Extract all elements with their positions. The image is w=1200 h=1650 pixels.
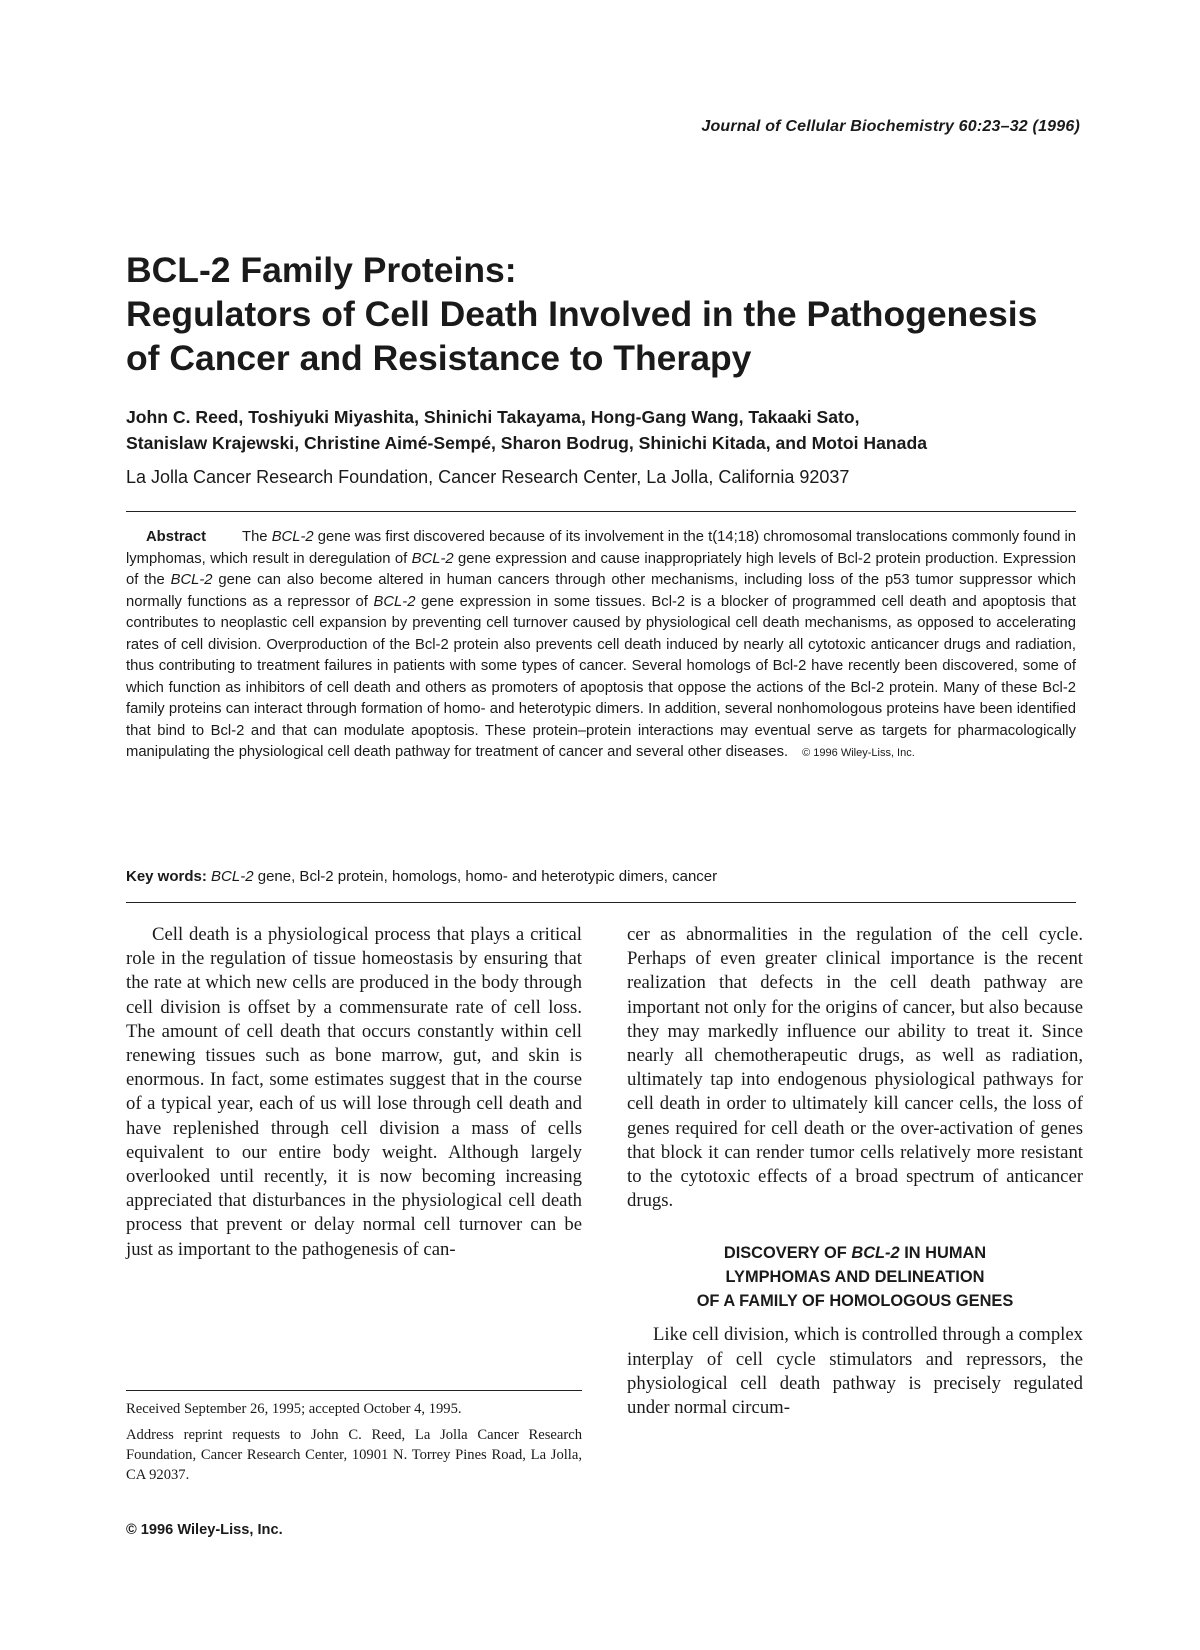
abstract-label: Abstract	[146, 529, 207, 545]
title-line-3: of Cancer and Resistance to Therapy	[126, 338, 752, 378]
authors-line-1: John C. Reed, Toshiyuki Miyashita, Shinichi Takayama, Hong-Gang Wang, Takaaki Sato,	[126, 407, 860, 427]
address-note: Address reprint requests to John C. Reed, La Jolla Cancer Research Foundation, Cancer Research Center, 10901 N. Torrey Pines Road, La Jolla, CA 92037.	[126, 1427, 582, 1483]
keywords-bottom-rule	[126, 902, 1076, 903]
authors-line-2: Stanislaw Krajewski, Christine Aimé-Sempé, Sharon Bodrug, Shinichi Kitada, and Motoi Hanada	[126, 433, 927, 453]
received-note: Received September 26, 1995; accepted October 4, 1995.	[126, 1401, 462, 1417]
abstract-top-rule	[126, 511, 1076, 512]
body-right-column	[627, 923, 1083, 1420]
body-paragraph: Cell death is a physiological process that plays a critical role in the regulation of tissue homeostasis by ensuring that the rate at which new cells are produced in the body through cell division is offset by a commensurate rate of cell loss. The amount of cell death that occurs constantly within cell renewing tissues such as bone marrow, gut, and skin is enormous. In fact, some estimates suggest that in the course of a typical year, each of us will lose through cell death and have replenished through cell division a mass of cells equivalent to our entire body weight. Although largely overlooked until recently, it is now becoming increasing appreciated that disturbances in the physiological cell death process that prevent or delay normal cell turnover can be just as important to the pathogenesis of can-	[126, 924, 582, 1260]
article-title	[126, 248, 1086, 380]
abstract: Abstract The BCL-2 gene was first discovered because of its involvement in the t(14;18) chromosomal translocations commonly found in lymphomas, which result in deregulation of BCL-2 gene expression and cause inappropriately high levels of Bcl-2 protein production. Expression of the BCL-2 gene can also become altered in human cancers through other mechanisms, including loss of the p53 tumor suppressor which normally functions as a repressor of BCL-2 gene expression in some tissues. Bcl-2 is a blocker of programmed cell death and apoptosis that contributes to neoplastic cell expansion by preventing cell turnover caused by physiological cell death mechanisms, as opposed to accelerating rates of cell division. Overproduction of the Bcl-2 protein also prevents cell death induced by nearly all cytotoxic anticancer drugs and radiation, thus contributing to treatment failures in patients with some types of cancer. Several homologs of Bcl-2 have recently been discovered, some of which function as inhibitors of cell death and others as promoters of apoptosis that oppose the actions of the Bcl-2 protein. Many of these Bcl-2 family proteins can interact through formation of homo- and heterotypic dimers. In addition, several nonhomologous proteins have been identified that bind to Bcl-2 and that can modulate apoptosis. These protein–protein interactions may eventual serve as targets for pharmacologically manipulating the physiological cell death pathway for treatment of cancer and several other diseases. © 1996 Wiley-Liss, Inc.	[126, 529, 1076, 760]
author-list	[126, 404, 1086, 456]
body-paragraph-continued: cer as abnormalities in the regulation of the cell cycle. Perhaps of even greater clinical importance is the recent realization that defects in the cell death pathway are important not only for the origins of cancer, but also because they may markedly influence our ability to treat it. Since nearly all chemotherapeutic drugs, as well as radiation, ultimately tap into endogenous physiological pathways for cell death in order to ultimately kill cancer cells, the loss of genes required for cell death or the over-activation of genes that block it can render tumor cells relatively more resistant to the cytotoxic effects of a broad spectrum of anticancer drugs.	[627, 924, 1083, 1212]
body-left-column	[126, 923, 582, 1262]
abstract-copyright: © 1996 Wiley-Liss, Inc.	[802, 747, 915, 759]
section-heading: DISCOVERY OF BCL-2 IN HUMAN LYMPHOMAS AND DELINEATION OF A FAMILY OF HOMOLOGOUS GENES	[696, 1244, 1014, 1311]
affiliation: La Jolla Cancer Research Foundation, Cancer Research Center, La Jolla, California 92037	[126, 467, 850, 487]
title-line-1: BCL-2 Family Proteins:	[126, 250, 517, 290]
footnote-rule	[126, 1390, 582, 1391]
footnotes	[126, 1399, 582, 1491]
keywords-label: Key words:	[126, 868, 207, 885]
title-line-2: Regulators of Cell Death Involved in the Pathogenesis	[126, 294, 1038, 334]
keywords: Key words: BCL-2 gene, Bcl-2 protein, homologs, homo- and heterotypic dimers, cancer	[126, 868, 718, 885]
journal-citation: Journal of Cellular Biochemistry 60:23–32 (1996)	[701, 118, 1080, 135]
body-paragraph: Like cell division, which is controlled through a complex interplay of cell cycle stimulators and repressors, the physiological cell death pathway is precisely regulated under normal circum-	[627, 1324, 1083, 1419]
footer-copyright: © 1996 Wiley-Liss, Inc.	[126, 1522, 283, 1538]
